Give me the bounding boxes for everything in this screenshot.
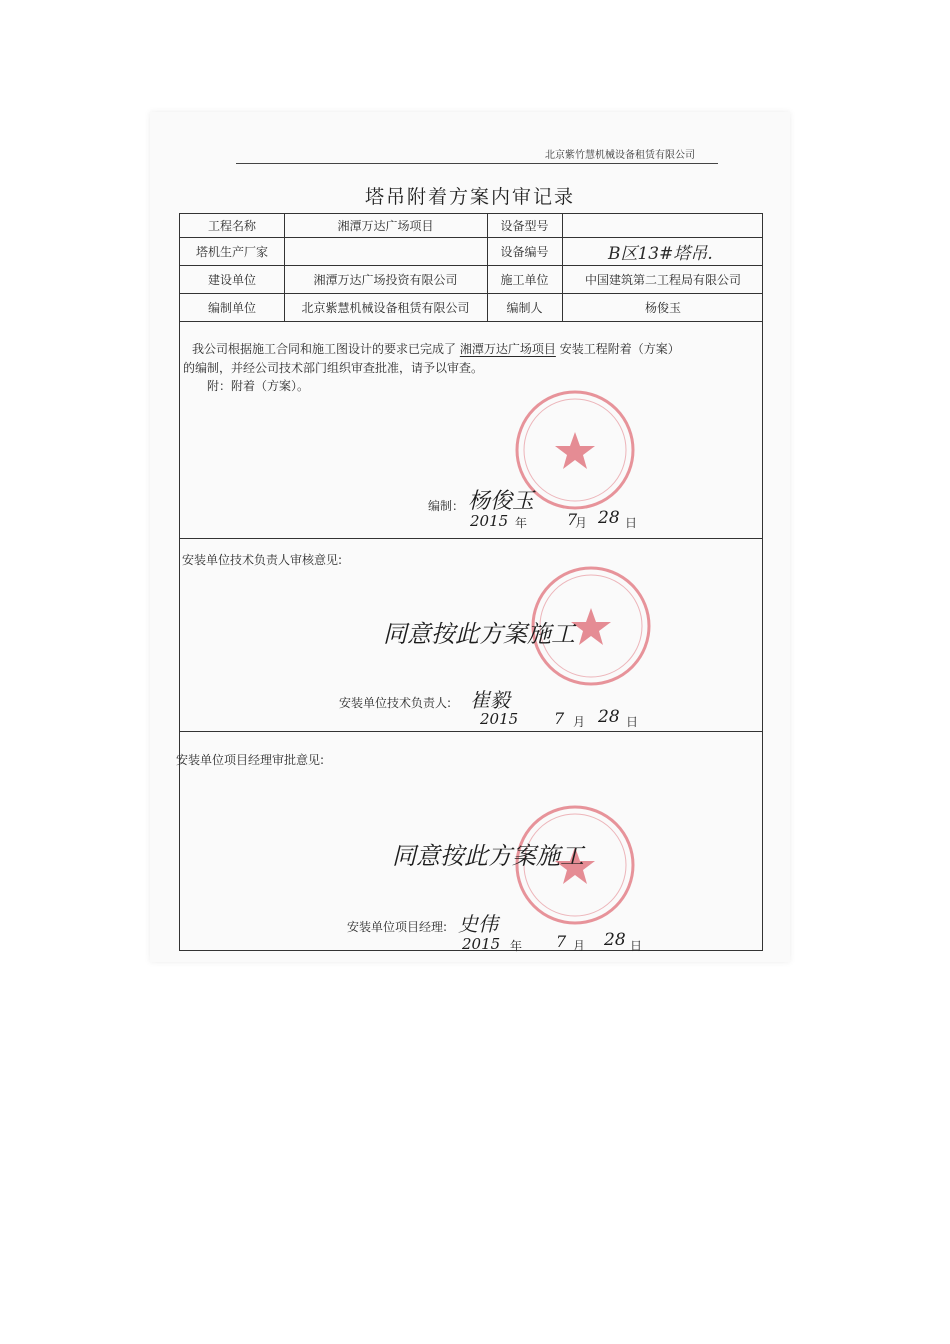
document-title: 塔吊附着方案内审记录: [364, 186, 575, 208]
row-divider: [180, 321, 762, 322]
s2-date-month: 7: [554, 709, 565, 728]
s2-date-day: 28: [598, 707, 620, 727]
value-equipment-model: [562, 214, 764, 237]
s1-date-month: 7: [567, 510, 578, 529]
intro-prefix: 我公司根据施工合同和施工图设计的要求已完成了: [192, 342, 457, 356]
s1-day-unit: 日: [625, 516, 638, 530]
label-preparer: 编制人: [506, 300, 543, 315]
s1-date-day: 28: [598, 508, 620, 528]
section-divider: [180, 731, 762, 732]
value-preparer-unit: 北京紫慧机械设备租赁有限公司: [301, 300, 470, 315]
s3-year-unit: 年: [510, 939, 523, 953]
intro-line-1: [192, 340, 680, 357]
manager-sign-label: 安装单位项目经理:: [347, 920, 448, 934]
value-manufacturer: [284, 237, 487, 265]
s1-date-year: 2015: [470, 512, 509, 530]
label-equipment-model: 设备型号: [500, 219, 549, 233]
manager-approval-heading: 安装单位项目经理审批意见:: [176, 753, 325, 767]
s1-year-unit: 年: [515, 516, 528, 530]
header-company: 北京紫竹慧机械设备租赁有限公司: [545, 150, 695, 161]
s2-day-unit: 日: [626, 715, 639, 729]
label-equipment-number: 设备编号: [500, 244, 549, 259]
s2-month-unit: 月: [573, 715, 586, 729]
tech-review-opinion: 同意按此方案施工: [383, 620, 575, 648]
value-equipment-number: B区13#塔吊.: [608, 243, 713, 264]
s3-date-year: 2015: [462, 935, 501, 953]
label-manufacturer: 塔机生产厂家: [195, 244, 268, 259]
preparer-signature: 杨俊玉: [468, 489, 535, 514]
s1-month-unit: 月: [575, 516, 588, 530]
value-preparer: 杨俊玉: [644, 300, 681, 315]
value-contractor: 中国建筑第二工程局有限公司: [584, 272, 741, 287]
intro-line-2: 的编制，并经公司技术部门组织审查批准，请予以审查。: [183, 361, 484, 375]
s3-date-month: 7: [556, 932, 567, 951]
tech-review-heading: 安装单位技术负责人审核意见:: [182, 553, 343, 567]
label-preparer-unit: 编制单位: [207, 300, 256, 315]
label-project-name: 工程名称: [207, 219, 256, 233]
label-construction-owner: 建设单位: [207, 272, 256, 287]
tech-lead-signature: 崔毅: [470, 688, 510, 712]
label-contractor: 施工单位: [500, 272, 549, 287]
value-construction-owner: 湘潭万达广场投资有限公司: [313, 272, 458, 287]
preparer-sign-label: 编制：: [428, 499, 465, 513]
s3-date-day: 28: [604, 930, 626, 950]
intro-project: 湘潭万达广场项目: [459, 342, 556, 356]
manager-approval-opinion: 同意按此方案施工: [392, 842, 584, 870]
intro-suffix: 安装工程附着（方案）: [559, 342, 680, 356]
section-divider: [180, 538, 762, 539]
intro-line-3: 附：附着（方案）。: [207, 379, 310, 393]
manager-signature: 史伟: [458, 912, 498, 936]
header-rule: [236, 163, 718, 164]
value-project-name: 湘潭万达广场项目: [337, 219, 434, 233]
s3-day-unit: 日: [630, 939, 643, 953]
s2-date-year: 2015: [480, 710, 519, 728]
tech-lead-sign-label: 安装单位技术负责人:: [339, 696, 452, 710]
s3-month-unit: 月: [573, 939, 586, 953]
